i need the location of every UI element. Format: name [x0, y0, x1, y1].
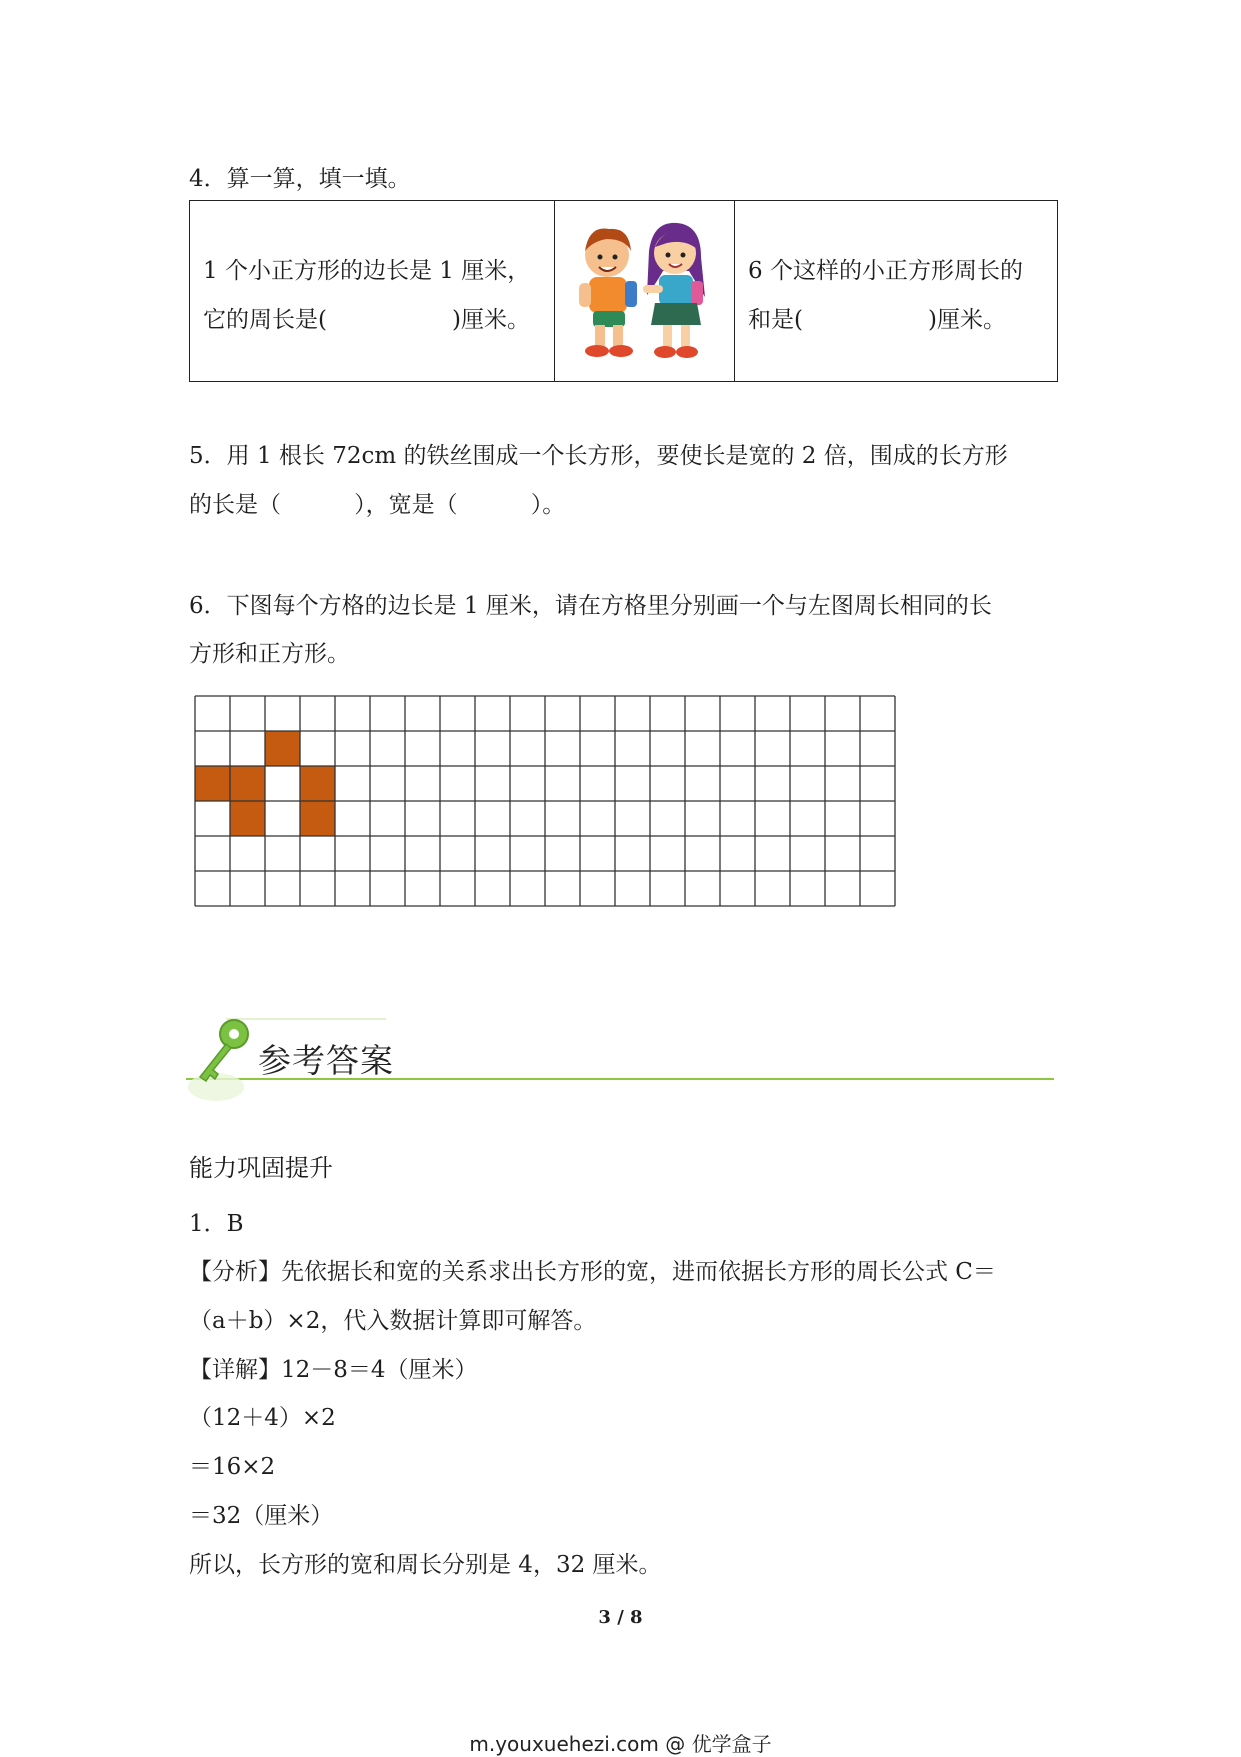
site-footer: m.youxuehezi.com @ 优学盒子	[469, 1732, 772, 1756]
boy-figure	[579, 228, 637, 357]
q6-line2: 方形和正方形。	[189, 641, 350, 667]
filled-cell	[230, 801, 265, 836]
kids-illustration	[555, 201, 735, 381]
q4-left-line2a: 它的周长是(	[203, 307, 327, 333]
filled-cell	[300, 801, 335, 836]
answer1-detail1: 【详解】12－8＝4（厘米）	[189, 1357, 478, 1383]
answer1-detail3: ＝16×2	[189, 1454, 276, 1480]
answer-title: 参考答案	[258, 1041, 394, 1080]
grid-lines	[195, 696, 895, 906]
page-number: 3 / 8	[598, 1607, 643, 1628]
q4-right-cell	[735, 201, 1057, 381]
key-icon	[188, 1020, 248, 1101]
q4-table	[189, 200, 1058, 382]
answer1-analysis1: 【分析】先依据长和宽的关系求出长方形的宽，进而依据长方形的周长公式 C＝	[189, 1259, 996, 1285]
answer1-conclusion: 所以，长方形的宽和周长分别是 4，32 厘米。	[189, 1552, 662, 1578]
answer1-analysis2: （a＋b）×2，代入数据计算即可解答。	[189, 1308, 597, 1334]
answer1-detail2: （12＋4）×2	[189, 1405, 336, 1431]
section-title: 能力巩固提升	[189, 1154, 333, 1182]
square-grid[interactable]	[194, 695, 902, 911]
q4-left-line2	[203, 296, 554, 345]
filled-cell	[300, 766, 335, 801]
q5-line2: 的长是（ ），宽是（ ）。	[189, 492, 566, 518]
answer1-detail4: ＝32（厘米）	[189, 1503, 334, 1529]
q6-line1: 6．下图每个方格的边长是 1 厘米，请在方格里分别画一个与左图周长相同的长	[189, 593, 992, 619]
q4-right-line2b: )厘米。	[927, 307, 1006, 333]
q4-right-line2a: 和是(	[748, 307, 803, 333]
answer1-label: 1．B	[189, 1211, 244, 1237]
q4-right-line2	[748, 296, 1057, 345]
filled-cell	[230, 766, 265, 801]
answer-header	[186, 1017, 1056, 1117]
q4-heading: 4．算一算，填一填。	[189, 166, 411, 192]
q4-left-line1: 1 个小正方形的边长是 1 厘米，	[203, 258, 531, 284]
q5-line1: 5．用 1 根长 72cm 的铁丝围成一个长方形，要使长是宽的 2 倍，围成的长方形	[189, 443, 1008, 469]
q4-right-line1: 6 个这样的小正方形周长的	[748, 258, 1023, 284]
girl-figure	[643, 223, 705, 358]
filled-cell	[195, 766, 230, 801]
q4-left-line2b: )厘米。	[451, 307, 530, 333]
q4-left-cell	[190, 201, 555, 381]
filled-cell	[265, 731, 300, 766]
